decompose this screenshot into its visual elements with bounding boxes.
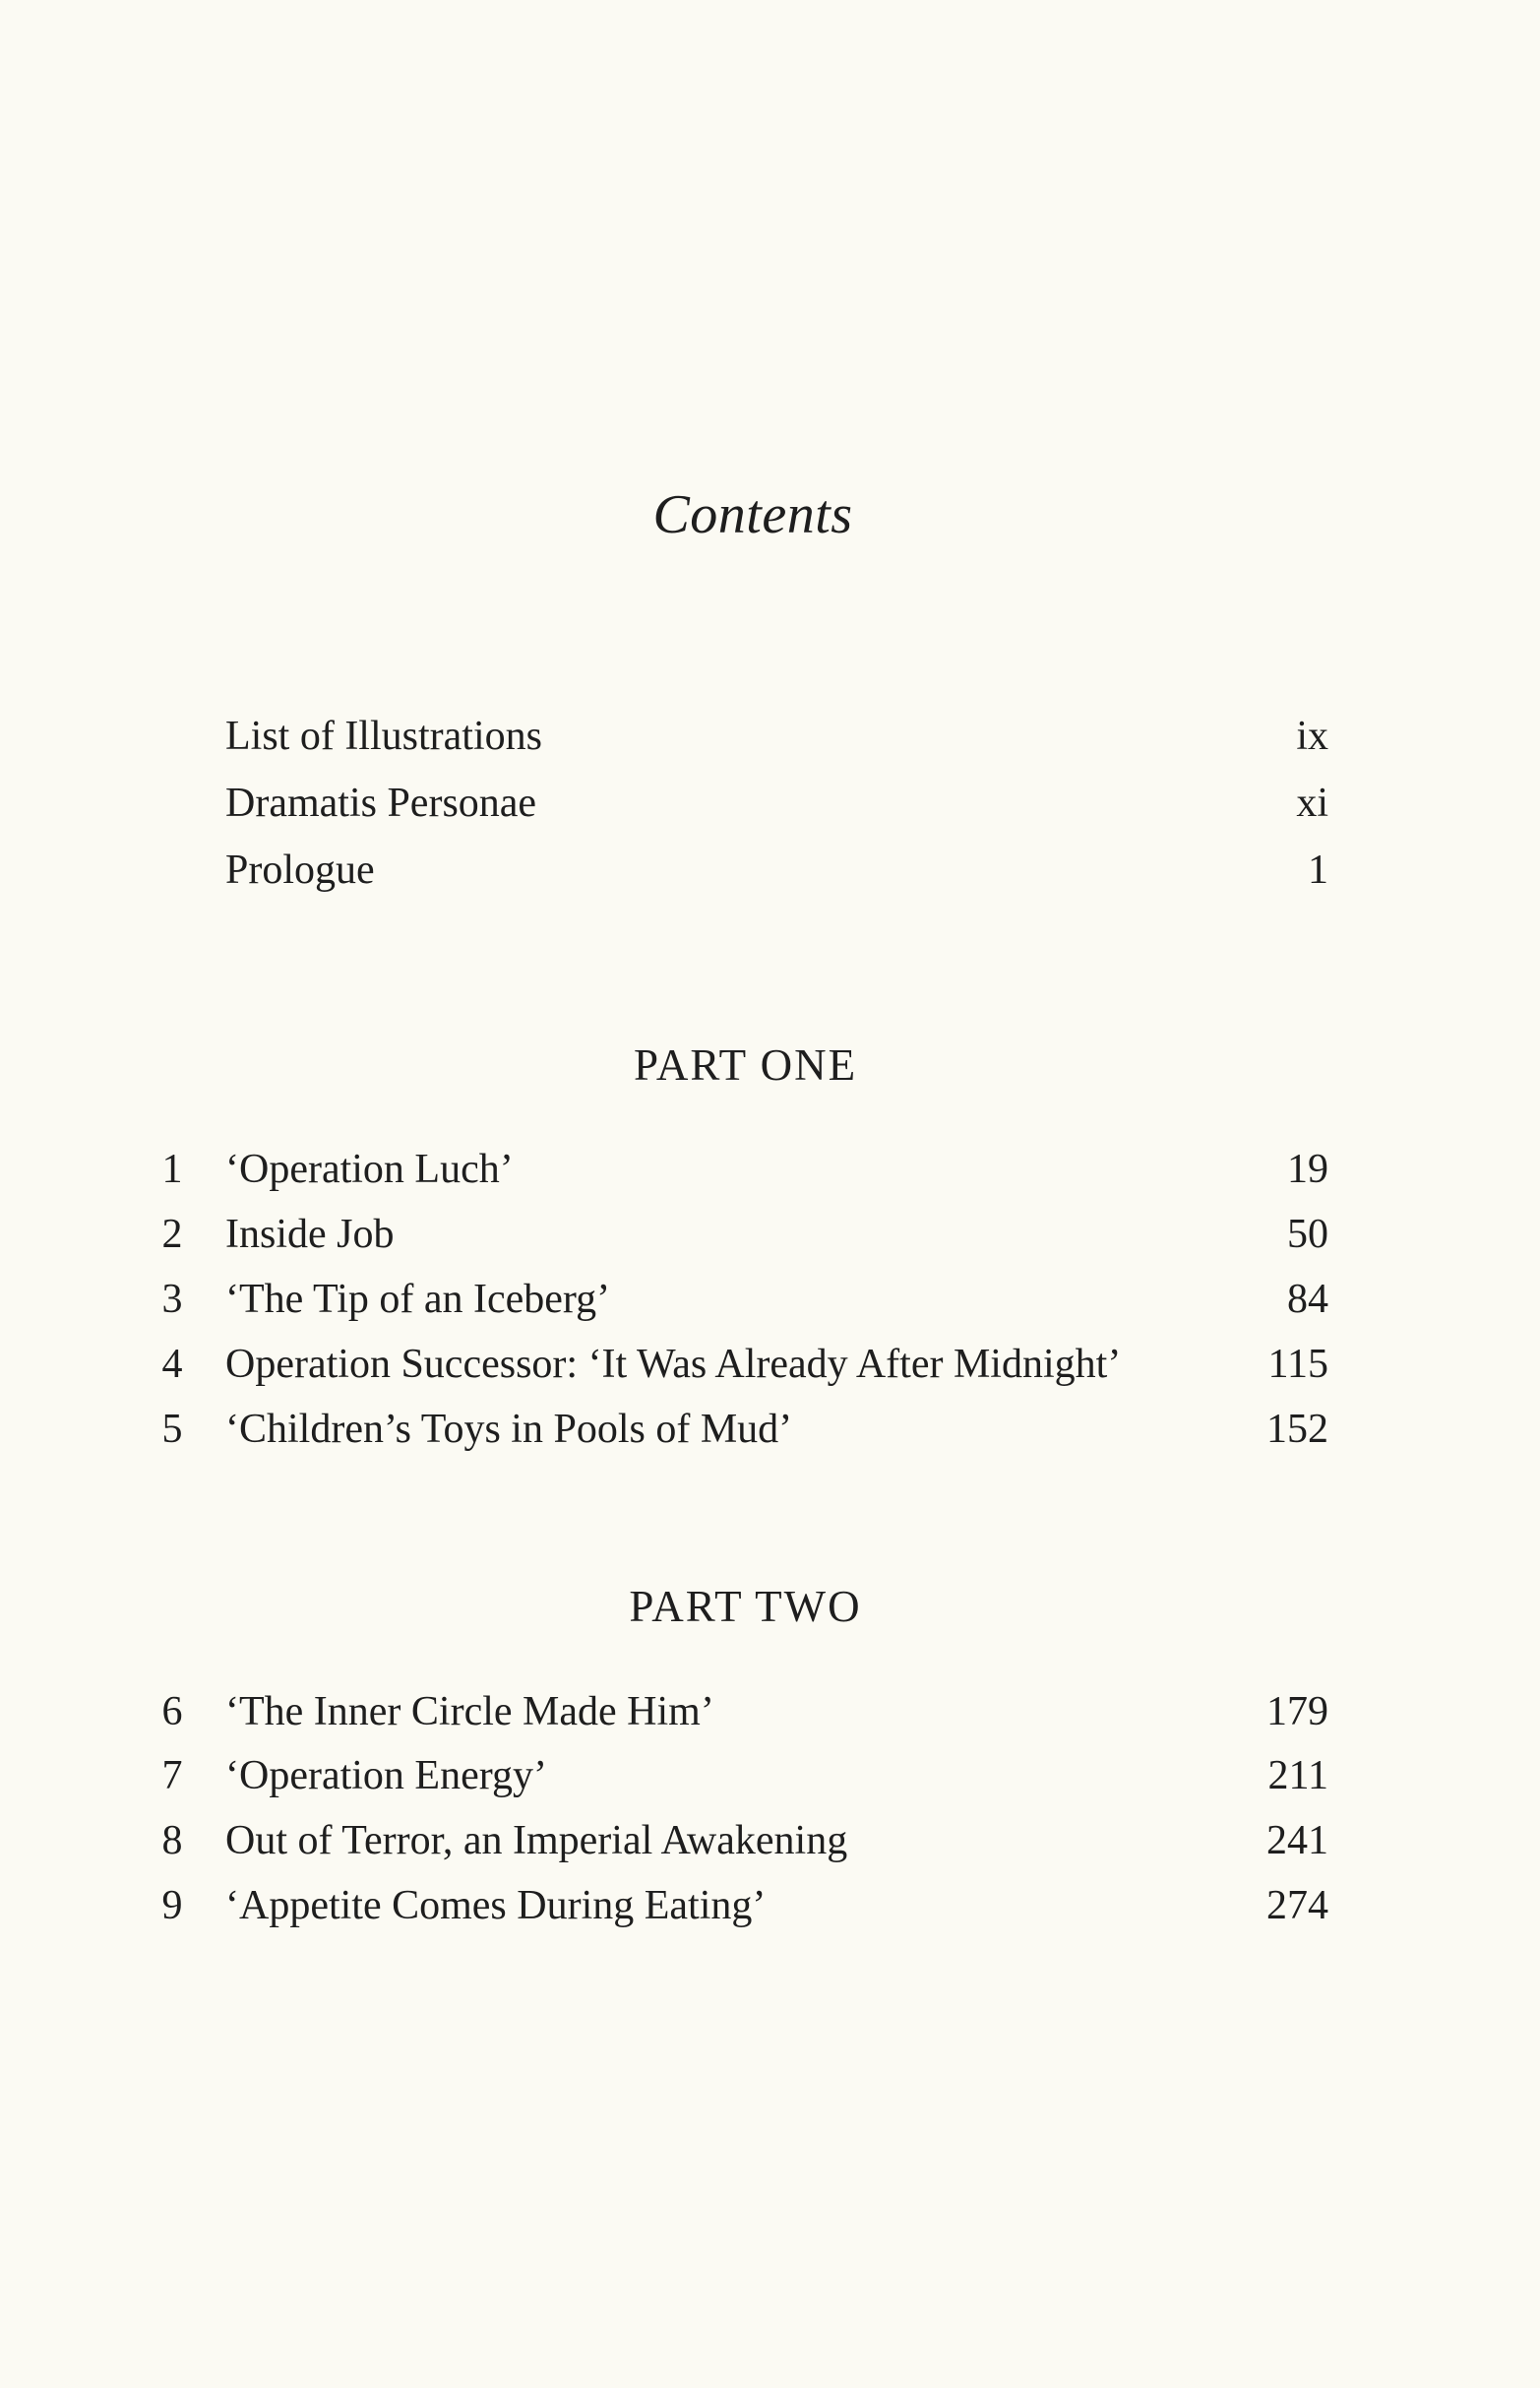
chapter-title: ‘Operation Energy’ [225,1753,547,1798]
chapter-page-number: 241 [1266,1818,1328,1863]
entry-label: List of Illustrations [225,714,542,759]
chapter-title: Out of Terror, an Imperial Awakening [225,1818,848,1863]
chapter-entry[interactable] [0,1400,1540,1459]
entry-page-number: xi [1296,781,1328,826]
page-title: Contents [652,484,853,545]
chapter-title: Operation Successor: ‘It Was Already After Midnight’ [225,1342,1122,1387]
chapter-number: 6 [161,1689,183,1734]
chapter-page-number: 84 [1287,1277,1328,1322]
chapter-number: 3 [161,1277,183,1322]
chapter-title: ‘The Inner Circle Made Him’ [225,1689,714,1734]
chapter-number: 9 [161,1883,183,1928]
chapter-page-number: 19 [1287,1147,1328,1192]
chapter-page-number: 179 [1266,1689,1328,1734]
chapter-entry[interactable] [0,1811,1540,1870]
entry-label: Prologue [225,848,375,893]
chapter-number: 5 [161,1407,183,1452]
chapter-number: 2 [161,1212,183,1257]
chapter-entry[interactable] [0,1876,1540,1935]
chapter-page-number: 50 [1287,1212,1328,1257]
entry-label: Dramatis Personae [225,781,537,826]
front-matter-entry[interactable] [0,774,1540,833]
chapter-title: ‘Appetite Comes During Eating’ [225,1883,767,1928]
chapter-page-number: 274 [1266,1883,1328,1928]
chapter-entry[interactable] [0,1270,1540,1329]
chapter-page-number: 115 [1267,1342,1328,1387]
chapter-title: ‘The Tip of an Iceberg’ [225,1277,611,1322]
chapter-number: 1 [161,1147,183,1192]
chapter-number: 8 [161,1818,183,1863]
chapter-title: ‘Operation Luch’ [225,1147,514,1192]
chapter-page-number: 152 [1266,1407,1328,1452]
chapter-entry[interactable] [0,1205,1540,1264]
chapter-entry[interactable] [0,1682,1540,1741]
front-matter-entry[interactable] [0,707,1540,766]
chapter-page-number: 211 [1267,1753,1328,1798]
entry-page-number: 1 [1308,848,1328,893]
chapter-entry[interactable] [0,1140,1540,1199]
chapter-title: Inside Job [225,1212,395,1257]
front-matter-entry[interactable] [0,841,1540,900]
chapter-title: ‘Children’s Toys in Pools of Mud’ [225,1407,793,1452]
chapter-entry[interactable] [0,1746,1540,1805]
chapter-number: 4 [161,1342,183,1387]
entry-page-number: ix [1296,714,1328,759]
chapter-entry[interactable] [0,1335,1540,1394]
part-heading: PART TWO [629,1582,862,1631]
part-heading: PART ONE [633,1040,858,1090]
chapter-number: 7 [161,1753,183,1798]
